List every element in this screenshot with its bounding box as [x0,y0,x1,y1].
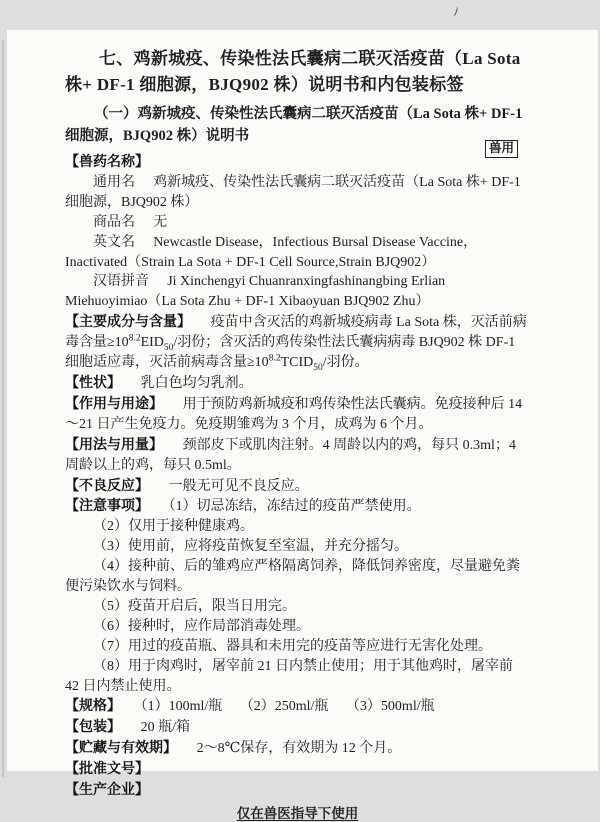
footer-directive: 仅在兽医指导下使用 [236,806,359,821]
section-row [65,312,530,373]
document-title: 七、鸡新城疫、传染性法氏囊病二联灭活疫苗（La Sota 株+ DF-1 细胞源，BJQ902 株）说明书和内包装标签 [65,49,521,94]
note-item [65,657,530,697]
field-text: 无 [153,214,168,230]
field-text: Newcastle Disease，Infectious Bursal Disease Vaccine，Inactivated（Strain La Sota + DF-1 Cell Source,Strain BJQ902） [65,234,478,270]
document-page [7,30,598,821]
field-text: （8）用于肉鸡时，屠宰前 21 日内禁止使用；用于其他鸡时，屠宰前 42 日内禁止使用。 [65,658,513,694]
section-row [65,394,530,435]
note-item [65,537,530,557]
section-label: 【用法与用量】 [65,435,163,452]
field-text: 疫苗中含灭活的鸡新城疫病毒 La Sota 株，灭活前病毒含量$\ge 10^{8.2}EID_{50}/$羽份；含灭活的鸡传染性法氏囊病病毒 BJQ902 株 DF-1 细胞适应毒，灭活前病毒含量$\ge 10^{8.2}TCID_{50}/$羽份。 [65,315,527,373]
field-text: （1）切忌冻结，冻结过的疫苗严禁使用。 [168,499,421,515]
field-label: 商品名 [93,214,135,230]
field-label: 汉语拼音 [93,274,149,290]
field-row [65,173,530,213]
field-text: 2～8℃保存，有效期为 12 个月。 [196,741,402,757]
field-label: 通用名 [93,174,135,190]
section-label: 【性状】 [65,373,121,390]
field-text: （1）100ml/瓶 （2）250ml/瓶 （3）500ml/瓶 [140,699,435,715]
field-text: 20 瓶/箱 [140,720,190,736]
field-text: （2）仅用于接种健康鸡。 [93,519,254,535]
field-text: 颈部皮下或肌肉注射。4 周龄以内的鸡，每只 0.3ml；4 周龄以上的鸡，每只 0.5ml。 [65,437,516,473]
field-text: （5）疫苗开启后，限当日用完。 [93,598,296,614]
section-row [65,738,530,759]
field-text: （3）使用前，应将疫苗恢复至室温，并充分摇匀。 [93,539,408,555]
section-label: 【贮藏与有效期】 [65,739,177,756]
section-label: 【不良反应】 [65,476,149,493]
field-label: 英文名 [93,234,135,250]
veterinary-use-badge: 兽用 [485,140,518,158]
section-label: 【兽药名称】 [65,153,149,169]
section-row [65,435,530,476]
section-label: 【生产企业】 [65,781,149,798]
field-text: 用于预防鸡新城疫和鸡传染性法氏囊病。免疫接种后 14～21 日产生免疫力。免疫期雏鸡为 3 个月，成鸡为 6 个月。 [65,396,523,432]
field-row [65,213,530,233]
note-item [65,557,530,597]
field-text: Ji Xinchengyi Chuanranxingfashinangbing Erlian Miehuoyimiao（La Sota Zhu + DF-1 Xibaoyuan BJQ902 Zhu） [65,274,446,310]
field-text: （7）用过的疫苗瓶、器具和未用完的疫苗等应进行无害化处理。 [93,638,492,654]
scan-stray-mark [451,5,459,16]
field-text: 鸡新城疫、传染性法氏囊病二联灭活疫苗（La Sota 株+ DF-1 细胞源，BJQ902 株） [65,174,521,210]
document-subtitle: （一）鸡新城疫、传染性法氏囊病二联灭活疫苗（La Sota 株+ DF-1 细胞源，BJQ902 株）说明书 [65,106,523,144]
scan-noise-speckles [0,0,1,1]
section-row [65,717,530,738]
section-label: 【规格】 [65,697,121,714]
note-item [65,637,530,657]
note-item [65,597,530,617]
field-text: 乳白色均匀乳剂。 [140,375,253,391]
section-row [65,780,530,801]
document-body [65,152,530,801]
section-row [65,373,530,394]
section-label: 【作用与用途】 [65,394,163,411]
section-label: 【注意事项】 [65,497,149,514]
field-text: （6）接种时，应作局部消毒处理。 [93,618,310,634]
section-label: 【包装】 [65,718,121,735]
field-row [65,272,530,312]
section-row [65,696,530,717]
scan-edge-artifact [2,40,4,777]
field-text: 一般无可见不良反应。 [168,478,309,494]
section-row [65,152,530,173]
section-label: 【批准文号】 [65,760,149,777]
field-row [65,233,530,273]
section-row [65,496,530,517]
section-label: 【主要成分与含量】 [65,313,191,330]
section-row [65,476,530,497]
note-item [65,517,530,537]
field-text: （4）接种前、后的雏鸡应严格隔离饲养，降低饲养密度，尽量避免粪便污染饮水与饲料。 [65,559,520,595]
note-item [65,617,530,637]
